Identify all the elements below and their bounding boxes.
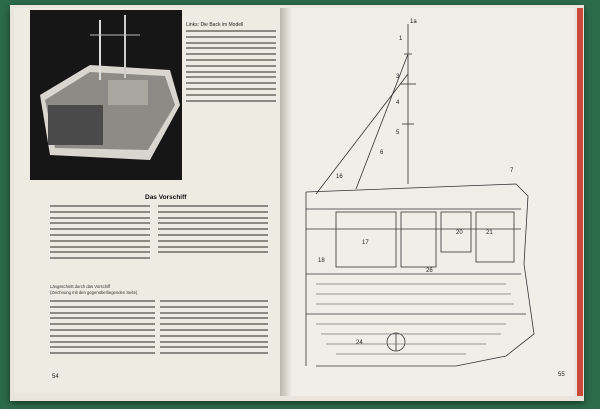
svg-text:24: 24 (356, 340, 363, 346)
caption-text (186, 30, 276, 105)
svg-text:16: 16 (336, 174, 343, 180)
legend-column-left (50, 300, 155, 358)
svg-text:1a: 1a (410, 19, 417, 25)
cross-section-heading: Längsschnitt durch das Vorschiff (50, 284, 111, 289)
svg-text:21: 21 (486, 230, 493, 236)
ship-cross-section-diagram (296, 14, 578, 379)
svg-text:6: 6 (380, 150, 384, 156)
svg-text:17: 17 (362, 240, 369, 246)
caption-title: Links: Die Back im Modell (186, 22, 244, 28)
section-title: Das Vorschiff (145, 194, 187, 201)
svg-text:4: 4 (396, 100, 400, 106)
page-number-right: 55 (558, 372, 565, 378)
page-number-left: 54 (52, 374, 59, 380)
cross-section-subheading: (Zeichnung mit den gegenüberliegenden Seite) (50, 290, 138, 295)
svg-text:26: 26 (426, 268, 433, 274)
svg-text:20: 20 (456, 230, 463, 236)
book-gutter (280, 8, 292, 396)
ship-model-photo (30, 10, 182, 180)
legend-column-right (160, 300, 268, 358)
svg-text:5: 5 (396, 130, 400, 136)
text-column-right (158, 205, 268, 257)
svg-text:7: 7 (510, 168, 514, 174)
svg-text:3: 3 (396, 74, 400, 80)
svg-text:18: 18 (318, 258, 325, 264)
svg-text:1: 1 (399, 36, 403, 42)
text-column-left (50, 205, 150, 263)
